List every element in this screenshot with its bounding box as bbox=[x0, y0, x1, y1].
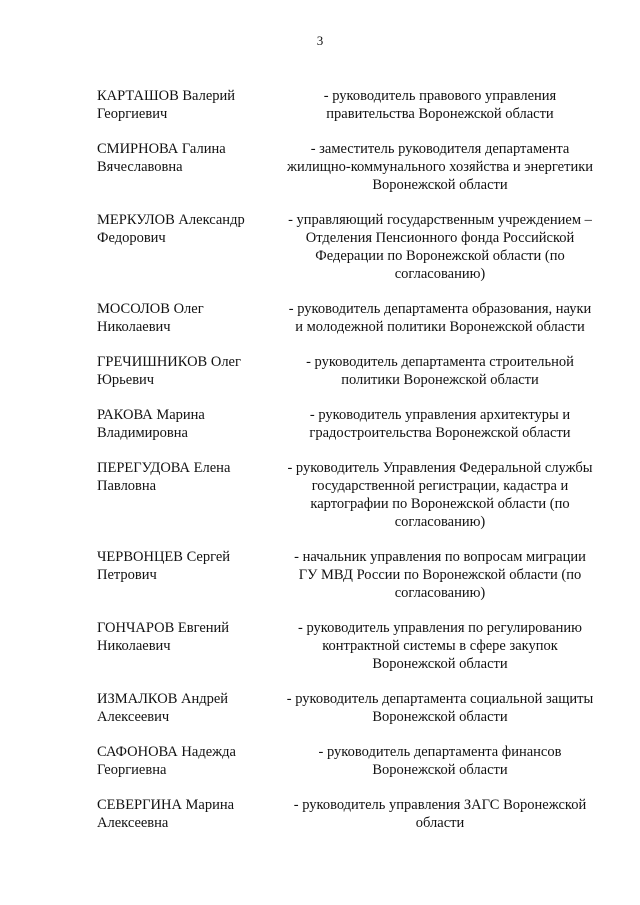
member-role: - управляющий государственным учреждением – Отделения Пенсионного фонда Российской Федерации по Воронежской области (по согласованию) bbox=[288, 212, 592, 282]
list-item bbox=[97, 459, 607, 531]
member-name: СМИРНОВА Галина Вячеславовна bbox=[97, 141, 226, 175]
list-item bbox=[97, 690, 607, 726]
list-item bbox=[97, 743, 607, 779]
member-name: ЧЕРВОНЦЕВ Сергей Петрович bbox=[97, 549, 231, 583]
member-name: ИЗМАЛКОВ Андрей Алексеевич bbox=[97, 691, 229, 725]
member-name: КАРТАШОВ Валерий Георгиевич bbox=[97, 88, 236, 122]
list-item bbox=[97, 211, 607, 283]
page-number: 3 bbox=[316, 33, 324, 48]
list-item bbox=[97, 300, 607, 336]
member-role: - руководитель департамента финансов Воронежской области bbox=[318, 744, 562, 778]
list-item bbox=[97, 140, 607, 194]
list-item bbox=[97, 406, 607, 442]
member-name: ГОНЧАРОВ Евгений Николаевич bbox=[97, 620, 230, 654]
member-role: - руководитель управления архитектуры и градостроительства Воронежской области bbox=[309, 407, 571, 441]
member-role: - руководитель управления по регулированию контрактной системы в сфере закупок Воронежской области bbox=[298, 620, 582, 672]
list-item bbox=[97, 548, 607, 602]
member-name: МЕРКУЛОВ Александр Федорович bbox=[97, 212, 245, 246]
member-name: СЕВЕРГИНА Марина Алексеевна bbox=[97, 797, 235, 831]
member-role: - руководитель департамента социальной защиты Воронежской области bbox=[286, 691, 594, 725]
list-item bbox=[97, 353, 607, 389]
list-item bbox=[97, 796, 607, 832]
list-item bbox=[97, 619, 607, 673]
member-name: РАКОВА Марина Владимировна bbox=[97, 407, 205, 441]
member-name: ГРЕЧИШНИКОВ Олег Юрьевич bbox=[97, 354, 241, 388]
member-role: - руководитель правового управления правительства Воронежской области bbox=[323, 88, 557, 122]
member-role: - заместитель руководителя департамента жилищно-коммунального хозяйства и энергетики Воронежской области bbox=[286, 141, 594, 193]
member-role: - руководитель Управления Федеральной службы государственной регистрации, кадастра и картографии по Воронежской области (по согласованию) bbox=[287, 460, 593, 530]
member-name: САФОНОВА Надежда Георгиевна bbox=[97, 744, 236, 778]
member-role: - руководитель департамента образования, науки и молодежной политики Воронежской области bbox=[288, 301, 592, 335]
member-role: - руководитель управления ЗАГС Воронежской области bbox=[293, 797, 587, 831]
member-name: МОСОЛОВ Олег Николаевич bbox=[97, 301, 204, 335]
member-list bbox=[97, 87, 607, 832]
member-role: - начальник управления по вопросам миграции ГУ МВД России по Воронежской области (по согласованию) bbox=[294, 549, 586, 601]
list-item bbox=[97, 87, 607, 123]
member-name: ПЕРЕГУДОВА Елена Павловна bbox=[97, 460, 231, 494]
member-role: - руководитель департамента строительной политики Воронежской области bbox=[306, 354, 574, 388]
